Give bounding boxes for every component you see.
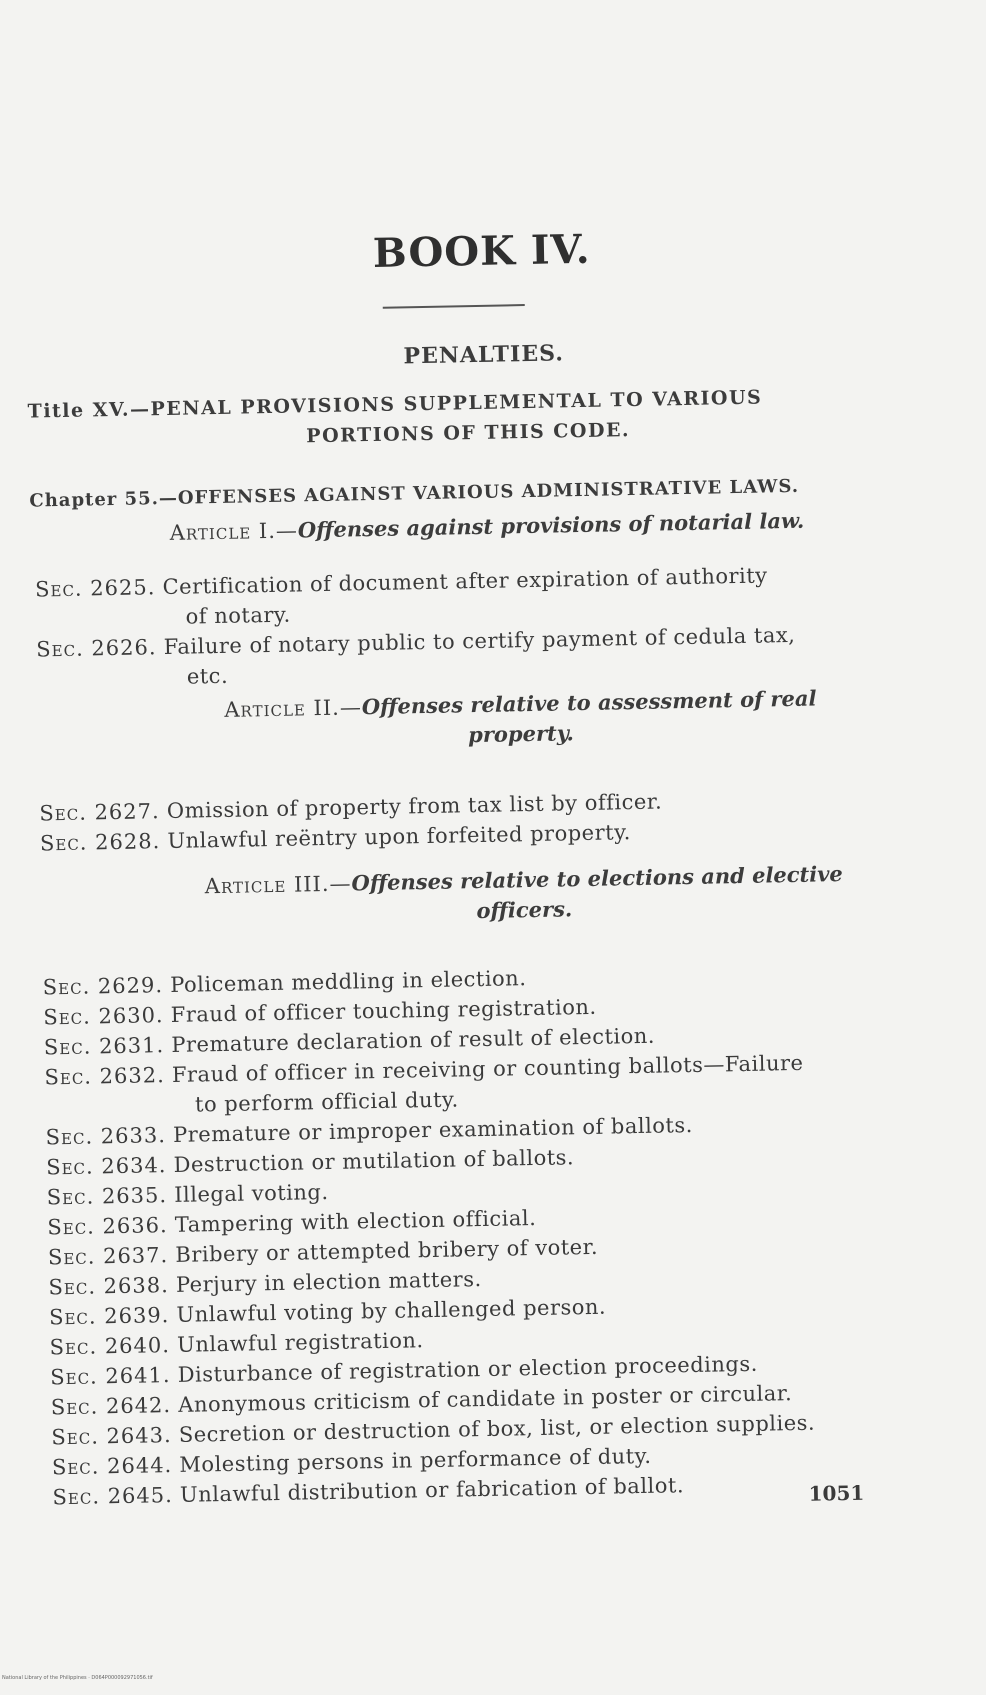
section-text: Destruction or mutilation of ballots. [173,1145,575,1177]
article-title: Offenses relative to assessment of real [361,685,817,720]
article-heading [1,856,986,935]
section-text: Illegal voting. [174,1179,329,1207]
article-label: Article II.— [224,695,363,722]
section-number: Sec. 2644. [51,1453,173,1480]
section-list [42,956,932,1513]
section-number: Sec. 2643. [51,1423,172,1450]
section-text: Certification of document after expiration of authority [162,563,768,600]
section-text: Premature declaration of result of election. [171,1023,656,1057]
section-number: Sec. 2642. [50,1393,172,1420]
section-text: Tampering with election official. [174,1205,537,1237]
section-text: Omission of property from tax list by officer. [166,789,663,824]
section-list [39,782,920,859]
section-list [35,558,917,695]
section-number: Sec. 2634. [45,1153,167,1180]
book-heading: BOOK IV. [372,225,591,277]
article-title-cont: property. [467,720,575,748]
section-text: Disturbance of registration or election proceedings. [177,1351,759,1387]
section-number: Sec. 2625. [34,575,156,602]
section-number: Sec. 2629. [42,973,164,1000]
article-label: Article I.— [169,518,299,545]
title-line-1: Title XV.—PENAL PROVISIONS SUPPLEMENTAL TO VARIOUS [27,386,763,423]
section-text-cont: etc. [186,663,229,689]
section-number: Sec. 2636. [47,1213,168,1240]
section-text-cont: of notary. [185,602,291,629]
section-number: Sec. 2645. [52,1483,174,1510]
section-number: Sec. 2626. [36,635,157,662]
section-text: Unlawful reëntry upon forfeited property. [167,820,632,853]
section-text-cont: to perform official duty. [194,1087,459,1117]
section-text: Policeman meddling in election. [169,966,527,997]
article-title: Offenses against provisions of notarial law. [297,507,805,543]
section-number: Sec. 2641. [50,1363,171,1390]
title-heading [27,380,908,457]
title-line-2: PORTIONS OF THIS CODE. [306,419,631,448]
section-number: Sec. 2632. [44,1063,165,1090]
section-number: Sec. 2638. [48,1273,170,1300]
chapter-heading: Chapter 55.—OFFENSES AGAINST VARIOUS ADMINISTRATIVE LAWS. [29,475,800,512]
page-number: 1051 [808,1480,865,1506]
section-text: Unlawful distribution or fabrication of ballot. [179,1473,685,1507]
section-number: Sec. 2637. [47,1243,169,1270]
section-text: Perjury in election matters. [175,1267,482,1297]
section-text: Fraud of officer in receiving or counting ballots—Failure [171,1050,804,1087]
article-title: Offenses relative to elections and elective [351,861,844,896]
heading-rule [383,304,525,309]
section-text: Bribery or attempted bribery of voter. [175,1234,599,1267]
section-text: Failure of notary public to certify payment of cedula tax, [163,622,796,660]
section-number: Sec. 2635. [46,1183,168,1210]
article-label: Article III.— [204,871,352,899]
section-text: Unlawful voting by challenged person. [176,1294,607,1327]
section-number: Sec. 2628. [39,829,161,856]
section-number: Sec. 2630. [43,1003,164,1030]
section-number: Sec. 2633. [45,1123,167,1150]
section-number: Sec. 2639. [48,1303,170,1330]
section-number: Sec. 2640. [49,1333,171,1360]
section-text: Secretion or destruction of box, list, or election supplies. [178,1410,816,1447]
section-text: Unlawful registration. [176,1328,424,1357]
section-text: Molesting persons in performance of duty. [179,1443,652,1477]
article-title-cont: officers. [476,896,573,924]
section-number: Sec. 2631. [43,1033,165,1060]
article-heading [0,502,980,551]
part-heading: PENALTIES. [403,340,565,370]
section-text: Anonymous criticism of candidate in poster or circular. [178,1381,793,1417]
section-text: Fraud of officer touching registration. [170,994,597,1027]
scan-footer: National Library of the Philippines · D064P000092971056.tif [2,1675,153,1681]
section-text: Premature or improper examination of ballots. [172,1112,694,1147]
section-number: Sec. 2627. [39,799,160,826]
